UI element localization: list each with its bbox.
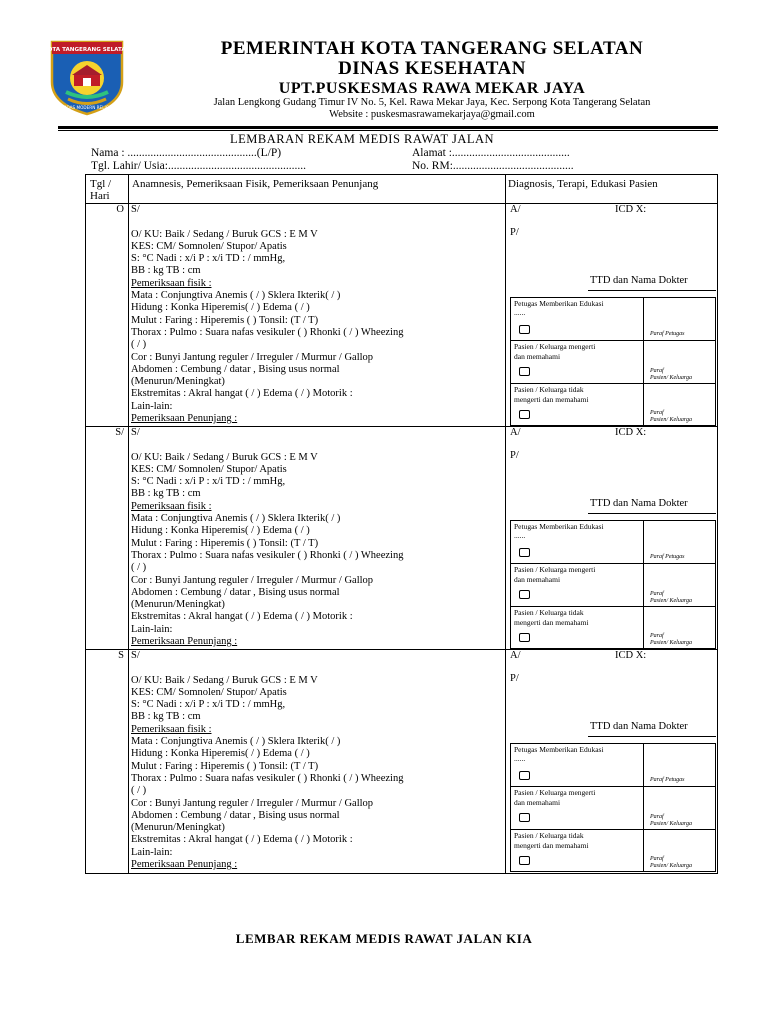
- header-col-diagnosis: Diagnosis, Terapi, Edukasi Pasien: [508, 178, 658, 190]
- edu-understand-label-2: dan memahami: [514, 575, 561, 584]
- anamnesis-line: Pemeriksaan Penunjang :: [131, 413, 238, 425]
- anamnesis-line: Thorax : Pulmo : Suara nafas vesikuler ( ) Rhonki ( / ) Wheezing: [131, 326, 404, 338]
- plan-label[interactable]: P/: [510, 673, 519, 684]
- anamnesis-line: Abdomen : Cembung / datar , Bising usus normal: [131, 363, 340, 375]
- doctor-signature-line: [588, 290, 716, 291]
- doctor-signature-label: TTD dan Nama Dokter: [590, 721, 688, 732]
- paraf-patient-label: Paraf: [650, 591, 664, 597]
- anamnesis-line: ( / ): [131, 562, 147, 574]
- edu-not-understand-label: Pasien / Keluarga tidak: [514, 831, 584, 840]
- edu-staff-dots: ......: [514, 531, 526, 540]
- edu-staff-label: Petugas Memberikan Edukasi: [514, 745, 604, 754]
- row-date-cell[interactable]: S: [118, 650, 124, 661]
- edu-understand-checkbox[interactable]: [519, 590, 530, 599]
- anamnesis-line: BB : kg TB : cm: [131, 711, 201, 723]
- assessment-label[interactable]: A/: [510, 650, 521, 661]
- edu-not-understand-checkbox[interactable]: [519, 410, 530, 419]
- icd-label[interactable]: ICD X:: [615, 650, 647, 661]
- anamnesis-line: Pemeriksaan Penunjang :: [131, 636, 238, 648]
- edu-staff-dots: ......: [514, 754, 526, 763]
- edu-understand-label-2: dan memahami: [514, 798, 561, 807]
- assessment-label[interactable]: A/: [510, 427, 521, 438]
- paraf-patient-label-2: Pasien/ Keluarga: [650, 821, 692, 827]
- header-col-anamnesis: Anamnesis, Pemeriksaan Fisik, Pemeriksaan Penunjang: [132, 178, 379, 190]
- edu-not-understand-label-2: mengerti dan memahami: [514, 841, 589, 850]
- edu-understand-checkbox[interactable]: [519, 813, 530, 822]
- anamnesis-line: Ekstremitas : Akral hangat ( / ) Edema ( / ) Motorik :: [131, 834, 353, 846]
- row-anamnesis-cell[interactable]: [131, 427, 403, 648]
- anamnesis-line: (Menurun/Meningkat): [131, 376, 225, 388]
- paraf-family-label-2: Pasien/ Keluarga: [650, 417, 692, 423]
- anamnesis-line: Cor : Bunyi Jantung reguler / Irreguler / Murmur / Gallop: [131, 351, 374, 363]
- edu-understand-label: Pasien / Keluarga mengerti: [514, 788, 596, 797]
- edu-staff-label: Petugas Memberikan Edukasi: [514, 522, 604, 531]
- doctor-signature-line: [588, 513, 716, 514]
- anamnesis-line: S: °C Nadi : x/i P : x/i TD : / mmHg,: [131, 699, 286, 711]
- logo-motto: CERDAS MODERN RELIGIUS: [58, 105, 116, 110]
- header-line1: PEMERINTAH KOTA TANGERANG SELATAN: [220, 38, 644, 59]
- anamnesis-line: Ekstremitas : Akral hangat ( / ) Edema ( / ) Motorik :: [131, 611, 353, 623]
- anamnesis-line: Abdomen : Cembung / datar , Bising usus normal: [131, 586, 340, 598]
- paraf-family-label: Paraf: [650, 633, 664, 639]
- anamnesis-line: Pemeriksaan fisik :: [131, 723, 212, 735]
- header-line3: UPT.PUSKESMAS RAWA MEKAR JAYA: [278, 80, 586, 97]
- anamnesis-line: Mata : Conjungtiva Anemis ( / ) Sklera Ikterik( / ): [131, 513, 341, 525]
- anamnesis-line: BB : kg TB : cm: [131, 488, 201, 500]
- anamnesis-line: Pemeriksaan Penunjang :: [131, 859, 238, 871]
- anamnesis-line: Mulut : Faring : Hiperemis ( ) Tonsil: (T / T): [131, 760, 319, 772]
- edu-not-understand-label-2: mengerti dan memahami: [514, 395, 589, 404]
- anamnesis-line: Cor : Bunyi Jantung reguler / Irreguler / Murmur / Gallop: [131, 574, 374, 586]
- anamnesis-line: [131, 216, 403, 228]
- anamnesis-line: S/: [131, 427, 140, 438]
- form-title: LEMBARAN REKAM MEDIS RAWAT JALAN: [230, 132, 495, 146]
- meta-alamat[interactable]: Alamat :.........................................: [412, 147, 570, 159]
- meta-no-rm[interactable]: No. RM:..........................................: [412, 160, 574, 172]
- header-line2: DINAS KESEHATAN: [338, 58, 526, 79]
- header-website: Website : puskesmasrawamekarjaya@gmail.com: [329, 109, 535, 120]
- footer-title: LEMBAR REKAM MEDIS RAWAT JALAN KIA: [235, 931, 533, 946]
- anamnesis-line: Pemeriksaan fisik :: [131, 500, 212, 512]
- anamnesis-line: Hidung : Konka Hiperemis( / ) Edema ( / ): [131, 748, 310, 760]
- anamnesis-line: Thorax : Pulmo : Suara nafas vesikuler ( ) Rhonki ( / ) Wheezing: [131, 549, 404, 561]
- anamnesis-line: O/ KU: Baik / Sedang / Buruk GCS : E M V: [131, 228, 318, 240]
- assessment-label[interactable]: A/: [510, 204, 521, 215]
- edu-understand-label: Pasien / Keluarga mengerti: [514, 342, 596, 351]
- logo-text: KOTA TANGERANG SELATAN: [43, 47, 131, 53]
- anamnesis-line: Lain-lain:: [131, 846, 173, 858]
- anamnesis-line: Abdomen : Cembung / datar , Bising usus normal: [131, 809, 340, 821]
- edu-staff-label: Petugas Memberikan Edukasi: [514, 299, 604, 308]
- edu-staff-checkbox[interactable]: [519, 325, 530, 334]
- icd-label[interactable]: ICD X:: [615, 427, 647, 438]
- city-logo: [43, 38, 131, 116]
- anamnesis-line: Lain-lain:: [131, 400, 173, 412]
- anamnesis-line: Thorax : Pulmo : Suara nafas vesikuler ( ) Rhonki ( / ) Wheezing: [131, 772, 404, 784]
- education-box: [510, 743, 716, 872]
- anamnesis-line: Ekstremitas : Akral hangat ( / ) Edema ( / ) Motorik :: [131, 388, 353, 400]
- anamnesis-line: Mata : Conjungtiva Anemis ( / ) Sklera Ikterik( / ): [131, 736, 341, 748]
- meta-nama[interactable]: Nama : .............................................(L/P): [91, 147, 282, 159]
- edu-not-understand-label: Pasien / Keluarga tidak: [514, 608, 584, 617]
- anamnesis-line: BB : kg TB : cm: [131, 265, 201, 277]
- anamnesis-line: ( / ): [131, 785, 147, 797]
- doctor-signature-label: TTD dan Nama Dokter: [590, 498, 688, 509]
- row-date-cell[interactable]: S/: [115, 427, 124, 438]
- icd-label[interactable]: ICD X:: [615, 204, 647, 215]
- edu-not-understand-label-2: mengerti dan memahami: [514, 618, 589, 627]
- edu-not-understand-checkbox[interactable]: [519, 856, 530, 865]
- paraf-family-label: Paraf: [650, 410, 664, 416]
- education-box: [510, 520, 716, 649]
- anamnesis-line: O/ KU: Baik / Sedang / Buruk GCS : E M V: [131, 674, 318, 686]
- anamnesis-line: (Menurun/Meningkat): [131, 599, 225, 611]
- anamnesis-line: ( / ): [131, 339, 147, 351]
- anamnesis-line: Hidung : Konka Hiperemis( / ) Edema ( / ): [131, 525, 310, 537]
- edu-not-understand-label: Pasien / Keluarga tidak: [514, 385, 584, 394]
- paraf-family-label: Paraf: [650, 856, 664, 862]
- paraf-patient-label-2: Pasien/ Keluarga: [650, 375, 692, 381]
- row-anamnesis-cell[interactable]: [131, 650, 403, 871]
- edu-staff-dots: ......: [514, 308, 526, 317]
- header-col-date: Tgl / Hari: [90, 178, 112, 203]
- edu-staff-checkbox[interactable]: [519, 771, 530, 780]
- anamnesis-line: Hidung : Konka Hiperemis( / ) Edema ( / ): [131, 302, 310, 314]
- anamnesis-line: KES: CM/ Somnolen/ Stupor/ Apatis: [131, 463, 287, 475]
- anamnesis-line: KES: CM/ Somnolen/ Stupor/ Apatis: [131, 240, 287, 252]
- plan-label[interactable]: P/: [510, 227, 519, 238]
- paraf-patient-label: Paraf: [650, 368, 664, 374]
- meta-tgl-lahir[interactable]: Tgl. Lahir/ Usia:................................................: [91, 160, 306, 172]
- edu-understand-label-2: dan memahami: [514, 352, 561, 361]
- anamnesis-line: Mata : Conjungtiva Anemis ( / ) Sklera Ikterik( / ): [131, 290, 341, 302]
- anamnesis-line: S/: [131, 204, 140, 215]
- anamnesis-line: [131, 662, 403, 674]
- anamnesis-line: (Menurun/Meningkat): [131, 822, 225, 834]
- paraf-staff-label: Paraf Petugas: [650, 331, 685, 337]
- anamnesis-line: KES: CM/ Somnolen/ Stupor/ Apatis: [131, 686, 287, 698]
- doctor-signature-label: TTD dan Nama Dokter: [590, 275, 688, 286]
- paraf-family-label-2: Pasien/ Keluarga: [650, 640, 692, 646]
- header-divider-thin: [58, 130, 718, 131]
- row-date-cell[interactable]: O: [116, 204, 124, 215]
- plan-label[interactable]: P/: [510, 450, 519, 461]
- anamnesis-line: Mulut : Faring : Hiperemis ( ) Tonsil: (T / T): [131, 314, 319, 326]
- paraf-family-label-2: Pasien/ Keluarga: [650, 863, 692, 869]
- anamnesis-line: S: °C Nadi : x/i P : x/i TD : / mmHg,: [131, 476, 286, 488]
- anamnesis-line: S/: [131, 650, 140, 661]
- anamnesis-line: O/ KU: Baik / Sedang / Buruk GCS : E M V: [131, 451, 318, 463]
- edu-understand-checkbox[interactable]: [519, 367, 530, 376]
- paraf-staff-label: Paraf Petugas: [650, 777, 685, 783]
- header-divider: [58, 126, 718, 129]
- doctor-signature-line: [588, 736, 716, 737]
- paraf-patient-label-2: Pasien/ Keluarga: [650, 598, 692, 604]
- paraf-patient-label: Paraf: [650, 814, 664, 820]
- anamnesis-line: Mulut : Faring : Hiperemis ( ) Tonsil: (T / T): [131, 537, 319, 549]
- edu-staff-checkbox[interactable]: [519, 548, 530, 557]
- paraf-staff-label: Paraf Petugas: [650, 554, 685, 560]
- anamnesis-line: Cor : Bunyi Jantung reguler / Irreguler / Murmur / Gallop: [131, 797, 374, 809]
- anamnesis-line: [131, 439, 403, 451]
- anamnesis-line: Lain-lain:: [131, 623, 173, 635]
- header-address: Jalan Lengkong Gudang Timur IV No. 5, Kel. Rawa Mekar Jaya, Kec. Serpong Kota Tangerang Selatan: [213, 97, 651, 108]
- edu-understand-label: Pasien / Keluarga mengerti: [514, 565, 596, 574]
- anamnesis-line: Pemeriksaan fisik :: [131, 277, 212, 289]
- row-anamnesis-cell[interactable]: [131, 204, 403, 425]
- edu-not-understand-checkbox[interactable]: [519, 633, 530, 642]
- education-box: [510, 297, 716, 426]
- anamnesis-line: S: °C Nadi : x/i P : x/i TD : / mmHg,: [131, 253, 286, 265]
